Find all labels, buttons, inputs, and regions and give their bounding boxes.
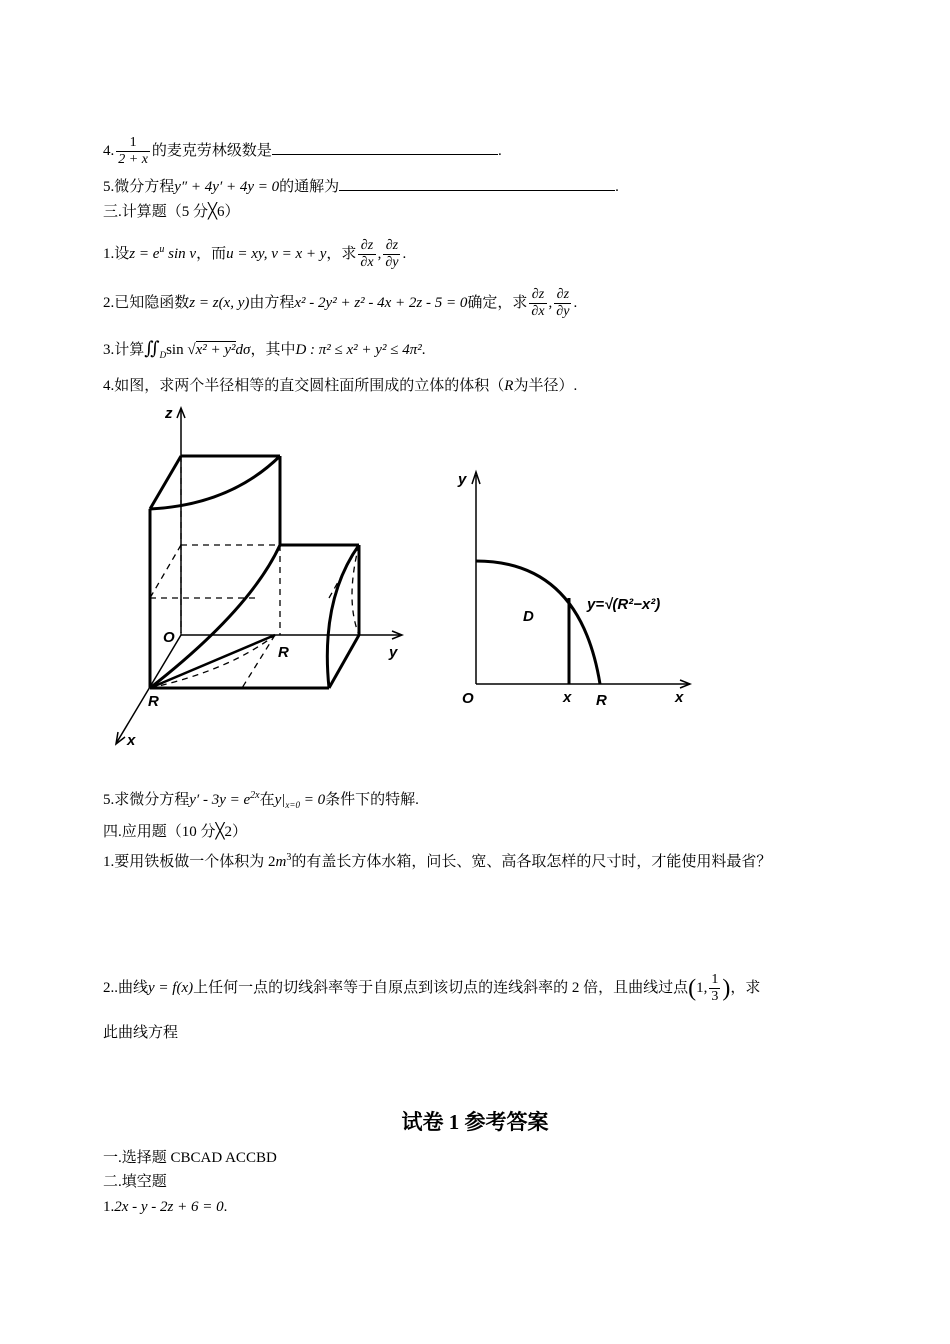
fraction: $\frac{1}{3}$ xyxy=(711,972,719,1004)
answers-fill-title: 二.填空题 xyxy=(103,1174,167,1190)
app-question-1: 1.要用铁板做一个体积为 $2m^3$的有盖长方体水箱，问长、宽、高各取怎样的尺寸时，才能使用料最省？ xyxy=(103,852,772,870)
calc-question-5: 5.求微分方程$y' - 3y = e^{2x}$在$y|_{x=0} = 0$条件下的特解. xyxy=(103,790,419,810)
partial-z-x: $\frac{\partial z}{\partial x}$ xyxy=(360,238,374,270)
label-curve-equation: y=√(R²−x²) xyxy=(587,596,661,613)
answers-choice: 一.选择题 CBCAD ACCBD xyxy=(103,1150,277,1166)
calc-question-3: 3.计算$∬_D\sin$ √x² + y²dσ，其中D : π² ≤ x² + y² ≤ 4π². xyxy=(103,338,426,360)
label-x: x xyxy=(127,732,136,749)
app-question-2: 2..曲线y = f(x)上任何一点的切线斜率等于自原点到该切点的连线斜率的 2 倍，且曲线过点(1, $\frac{1}{3}$ )，求 xyxy=(103,972,761,1004)
fraction: $\frac{1}{2 + x}$ xyxy=(118,135,148,167)
calc-question-4: 4.如图，求两个半径相等的直交圆柱面所围成的立体的体积（R为半径）. xyxy=(103,378,578,394)
calc-question-1: 1.设$z = e^u$ sin v，而u = xy, v = x + y，求 $\frac{\partial z}{\partial x}$ , $\frac{\partial z}{\partial y}$ . xyxy=(103,238,407,270)
fill-question-5: 5.微分方程y″ + 4y′ + 4y = 0的通解为 . xyxy=(103,176,619,197)
label-R: R xyxy=(148,693,159,710)
point: ( xyxy=(688,975,697,1002)
partial-z-y: $\frac{\partial z}{\partial y}$ xyxy=(385,238,399,270)
app-question-2-cont: 此曲线方程 xyxy=(103,1025,179,1041)
label-z: z xyxy=(165,405,173,422)
label-R: R xyxy=(278,644,289,661)
label-x-slice: x xyxy=(563,689,572,706)
answers-fill-1: 1.2x - y - 2z + 6 = 0. xyxy=(103,1199,228,1215)
partial-z-x: $\frac{\partial z}{\partial x}$ xyxy=(531,287,545,319)
section-3-title: 三.计算题（5 分╳6） xyxy=(103,204,240,220)
label-x-2d: x xyxy=(675,689,684,706)
answer-blank xyxy=(339,176,615,191)
answers-title: 试卷 1 参考答案 xyxy=(401,1110,549,1134)
label-R-2d: R xyxy=(596,692,607,709)
label-y-2d: y xyxy=(458,471,467,488)
label-D: D xyxy=(523,608,534,625)
quarter-circle-arc xyxy=(476,561,600,684)
section-4-title: 四.应用题（10 分╳2） xyxy=(103,824,248,840)
answer-blank xyxy=(272,140,498,155)
fill-question-4: 4. $\frac{1}{2 + x}$ 的麦克劳林级数是 . xyxy=(103,135,502,167)
partial-z-y: $\frac{\partial z}{\partial y}$ xyxy=(556,287,570,319)
label-O: O xyxy=(163,629,175,646)
label-O-2d: O xyxy=(462,690,474,707)
figure-cylinders xyxy=(0,395,950,755)
label-y: y xyxy=(389,644,398,661)
calc-question-2: 2.已知隐函数z = z(x, y)由方程x² - 2y² + z² - 4x + 2z - 5 = 0确定，求 $\frac{\partial z}{\partial x}$ , $\frac{\partial z}{\partial y}$ . xyxy=(103,287,578,319)
sqrt: √x² + y² xyxy=(187,342,236,358)
